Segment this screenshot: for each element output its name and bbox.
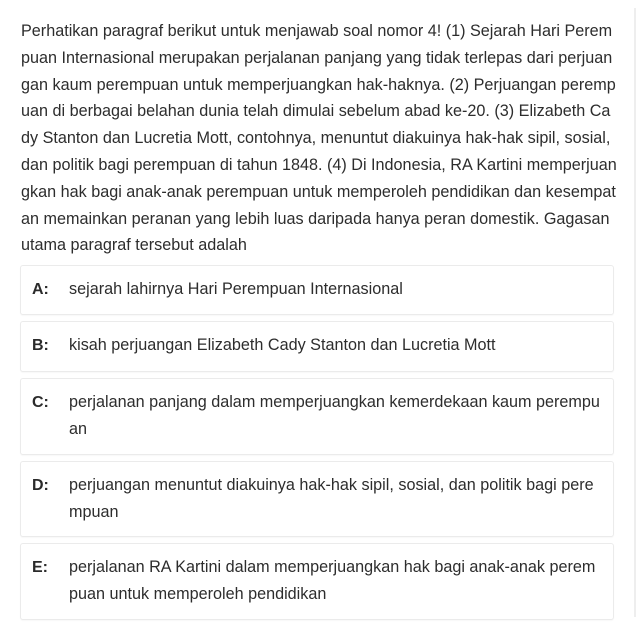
option-text: kisah perjuangan Elizabeth Cady Stanton dan Lucretia Mott: [69, 336, 496, 354]
answer-options: [20, 265, 614, 626]
answer-option-e[interactable]: [20, 543, 614, 620]
option-text: perjuangan menuntut diakuinya hak-hak sipil, sosial, dan politik bagi perempuan: [69, 476, 594, 521]
option-letter: C:: [32, 394, 49, 411]
option-letter: B:: [32, 337, 49, 354]
option-letter: E:: [32, 559, 48, 576]
option-text: sejarah lahirnya Hari Perempuan Internasional: [69, 280, 403, 298]
answer-option-c[interactable]: [20, 378, 614, 455]
answer-option-b[interactable]: [20, 321, 614, 372]
answer-option-d[interactable]: [20, 461, 614, 537]
option-letter: A:: [32, 281, 49, 298]
answer-option-a[interactable]: [20, 265, 614, 315]
option-letter: D:: [32, 477, 49, 494]
option-text: perjalanan RA Kartini dalam memperjuangkan hak bagi anak-anak perempuan untuk memperoleh pendidikan: [69, 558, 596, 603]
question-text: Perhatikan paragraf berikut untuk menjawab soal nomor 4! (1) Sejarah Hari Perempuan Internasional merupakan perjalanan panjang yang tidak terlepas dari perjuangan kaum perempuan untuk memperjuangkan hak-haknya. (2) Perjuangan perempuan di berbagai belahan dunia telah dimulai sebelum abad ke-20. (3) Elizabeth Cady Stanton dan Lucretia Mott, contohnya, menuntut diakuinya hak-hak sipil, sosial, dan politik bagi perempuan di tahun 1848. (4) Di Indonesia, RA Kartini memperjuangkan hak bagi anak-anak perempuan untuk memperoleh pendidikan dan kesempatan memainkan peranan yang lebih luas daripada hanya peran domestik. Gagasan utama paragraf tersebut adalah: [21, 22, 617, 255]
option-text: perjalanan panjang dalam memperjuangkan kemerdekaan kaum perempuan: [69, 393, 600, 438]
